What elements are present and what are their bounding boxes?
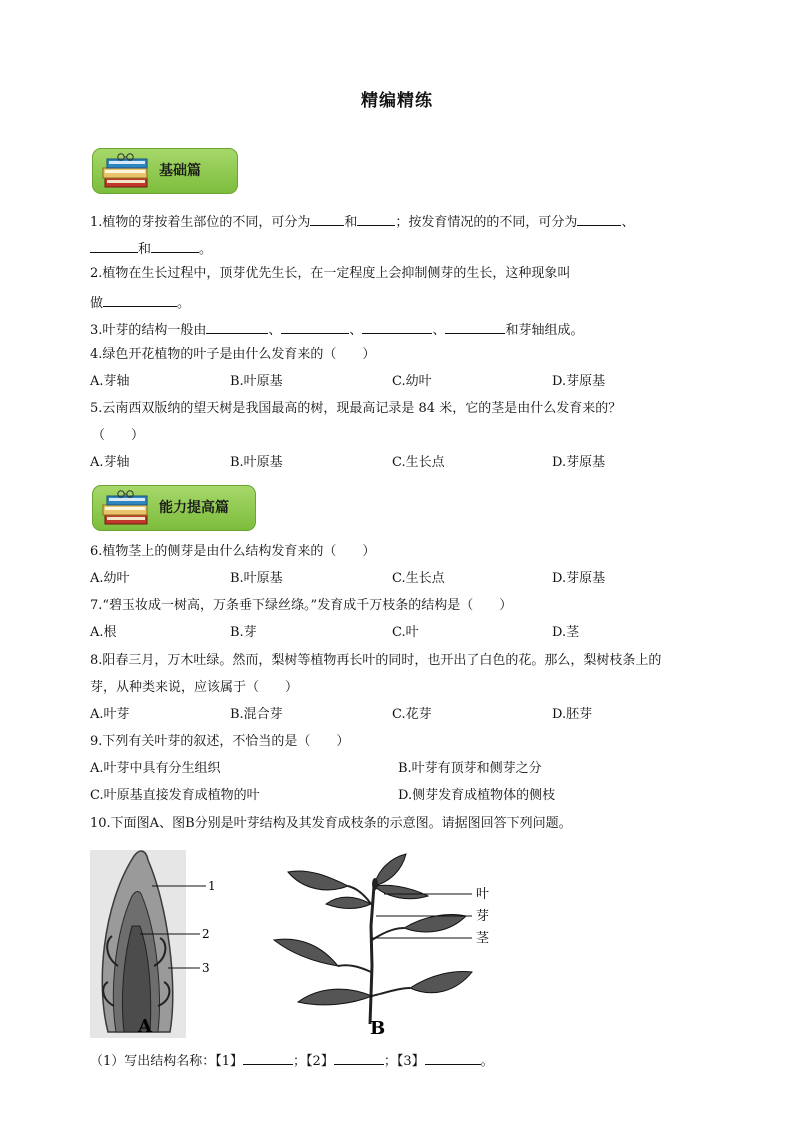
figure-label-b: B <box>370 1018 386 1039</box>
option-a[interactable]: A.叶芽 <box>90 707 130 722</box>
bud-diagram-figure <box>88 846 508 1042</box>
section-title-advanced: 能力提高篇 <box>159 500 229 516</box>
option-d[interactable]: D.芽原基 <box>552 374 606 389</box>
question-9: 9.下列有关叶芽的叙述，不恰当的是（ ） <box>90 734 350 749</box>
answer-blank[interactable] <box>577 211 621 226</box>
answer-blank[interactable] <box>90 238 138 253</box>
question-1-cont <box>90 238 212 259</box>
option-b[interactable]: B.叶原基 <box>230 571 283 586</box>
question-5: 5.云南西双版纳的望天树是我国最高的树，现最高记录是 84 米，它的茎是由什么发育来的？ <box>90 401 622 416</box>
sub1-text-a: （1）写出结构名称：【1】 <box>90 1054 244 1069</box>
question-6: 6.植物茎上的侧芽是由什么结构发育来的（ ） <box>90 544 376 559</box>
q2-text-b: 。 <box>177 296 191 311</box>
callout-bud: 芽 <box>476 909 490 924</box>
callout-leaf: 叶 <box>476 887 490 902</box>
option-c[interactable]: C.叶原基直接发育成植物的叶 <box>90 788 260 803</box>
books-icon <box>99 151 155 193</box>
option-b[interactable]: B.叶原基 <box>230 455 283 470</box>
option-a[interactable]: A.幼叶 <box>90 571 130 586</box>
sub-question-1 <box>90 1050 494 1071</box>
callout-3: 3 <box>202 961 210 975</box>
option-b[interactable]: B.混合芽 <box>230 707 283 722</box>
option-c[interactable]: C.花芽 <box>392 707 432 722</box>
question-2: 2.植物在生长过程中，顶芽优先生长，在一定程度上会抑制侧芽的生长，这种现象叫 <box>90 266 571 281</box>
sub1-text-d: 。 <box>480 1054 494 1069</box>
page-title: 精编精练 <box>361 91 433 111</box>
option-a[interactable]: A.叶芽中具有分生组织 <box>90 761 221 776</box>
callout-2: 2 <box>202 927 210 941</box>
q3-sep: 、 <box>349 323 363 338</box>
option-b[interactable]: B.叶原基 <box>230 374 283 389</box>
q1-text-b: 和 <box>344 215 358 230</box>
figure-b-branch <box>274 854 490 1039</box>
question-8-cont: 芽，从种类来说，应该属于（ ） <box>90 680 299 695</box>
q1-text-e: 和 <box>138 242 152 257</box>
option-c[interactable]: C.生长点 <box>392 455 445 470</box>
question-4: 4.绿色开花植物的叶子是由什么发育来的（ ） <box>90 347 376 362</box>
question-3 <box>90 319 583 340</box>
q1-text-c: ；按发育情况的的不同，可分为 <box>395 215 578 230</box>
q3-text-end: 和芽轴组成。 <box>505 323 584 338</box>
option-a[interactable]: A.根 <box>90 625 117 640</box>
section-banner-basic <box>92 148 238 194</box>
question-2-cont <box>90 292 190 313</box>
q1-text-a: 1.植物的芽按着生部位的不同，可分为 <box>90 215 311 230</box>
answer-blank[interactable] <box>362 319 432 334</box>
q3-sep: 、 <box>268 323 282 338</box>
option-d[interactable]: D.芽原基 <box>552 571 606 586</box>
q3-sep: 、 <box>432 323 446 338</box>
question-10: 10.下面图A、图B分别是叶芽结构及其发育成枝条的示意图。请据图回答下列问题。 <box>90 816 572 831</box>
callout-stem: 茎 <box>476 931 490 946</box>
option-c[interactable]: C.生长点 <box>392 571 445 586</box>
option-d[interactable]: D.芽原基 <box>552 455 606 470</box>
section-banner-advanced <box>92 485 256 531</box>
answer-blank[interactable] <box>445 319 505 334</box>
answer-blank[interactable] <box>151 238 199 253</box>
option-d[interactable]: D.胚芽 <box>552 707 593 722</box>
option-b[interactable]: B.叶芽有顶芽和侧芽之分 <box>398 761 542 776</box>
section-title-basic: 基础篇 <box>159 163 201 179</box>
option-c[interactable]: C.叶 <box>392 625 419 640</box>
question-8: 8.阳春三月，万木吐绿。然而，梨树等植物再长叶的同时，也开出了白色的花。那么，梨树枝条上的 <box>90 653 662 668</box>
answer-blank[interactable] <box>206 319 268 334</box>
sub1-text-c: ；【3】 <box>383 1054 425 1069</box>
question-5-paren: （ ） <box>92 428 145 443</box>
q2-text-a: 做 <box>90 296 104 311</box>
answer-blank[interactable] <box>281 319 349 334</box>
books-icon <box>99 488 155 530</box>
answer-blank[interactable] <box>310 211 344 226</box>
option-d[interactable]: D.茎 <box>552 625 580 640</box>
option-c[interactable]: C.幼叶 <box>392 374 432 389</box>
q3-text-a: 3.叶芽的结构一般由 <box>90 323 207 338</box>
figure-label-a: A <box>138 1016 152 1037</box>
q1-text-d: 、 <box>621 215 635 230</box>
answer-blank[interactable] <box>357 211 395 226</box>
option-a[interactable]: A.芽轴 <box>90 374 130 389</box>
callout-1: 1 <box>208 879 216 893</box>
question-7: 7.“碧玉妆成一树高，万条垂下绿丝绦。”发育成千万枝条的结构是（ ） <box>90 598 513 613</box>
option-b[interactable]: B.芽 <box>230 625 257 640</box>
figure-a-bud-section <box>90 850 216 1038</box>
answer-blank[interactable] <box>243 1050 293 1065</box>
answer-blank[interactable] <box>103 292 177 307</box>
sub1-text-b: ；【2】 <box>293 1054 334 1069</box>
question-1 <box>90 211 634 232</box>
answer-blank[interactable] <box>425 1050 481 1065</box>
option-d[interactable]: D.侧芽发育成植物体的侧枝 <box>398 788 556 803</box>
q1-text-f: 。 <box>199 242 213 257</box>
option-a[interactable]: A.芽轴 <box>90 455 130 470</box>
answer-blank[interactable] <box>334 1050 384 1065</box>
